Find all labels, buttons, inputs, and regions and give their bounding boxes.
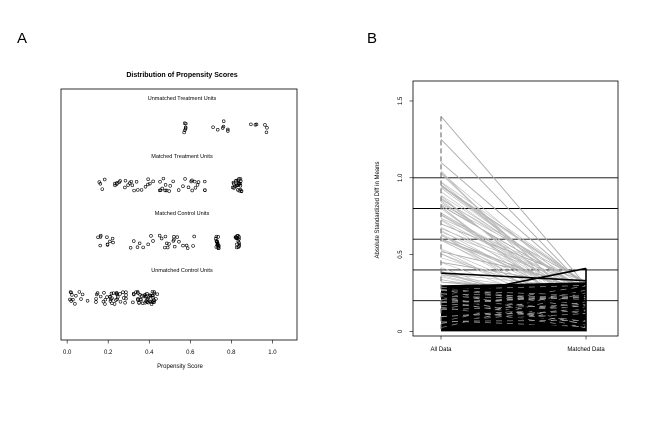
y-tick-label: 1.0 [398, 173, 404, 182]
y-tick-label: 0.5 [398, 250, 404, 259]
x-tick-label: 0.2 [104, 350, 113, 356]
x-tick-label: 0.6 [186, 350, 195, 356]
x-category-label: All Data [430, 347, 452, 353]
chart-a-title: Distribution of Propensity Scores [126, 72, 238, 79]
x-tick-label: 0.0 [62, 350, 72, 356]
y-tick-label: 0 [398, 329, 404, 334]
group-label: Matched Treatment Units [151, 154, 213, 160]
panel-a-label: A [17, 30, 28, 47]
y-tick-label: 1.5 [398, 96, 404, 106]
group-label: Unmatched Control Units [151, 268, 213, 274]
chart-b-y-axis-label: Absolute Standardized Diff in Means [375, 161, 381, 259]
chart-a-x-axis-label: Propensity Score [157, 364, 203, 370]
group-label: Matched Control Units [154, 211, 210, 217]
group-label: Unmatched Treatment Units [147, 96, 217, 102]
panel-b-label: B [367, 30, 378, 47]
x-tick-label: 1.0 [268, 350, 277, 356]
x-tick-label: 0.4 [145, 350, 154, 356]
x-tick-label: 0.8 [227, 350, 236, 356]
x-category-label: Matched Data [567, 347, 605, 353]
